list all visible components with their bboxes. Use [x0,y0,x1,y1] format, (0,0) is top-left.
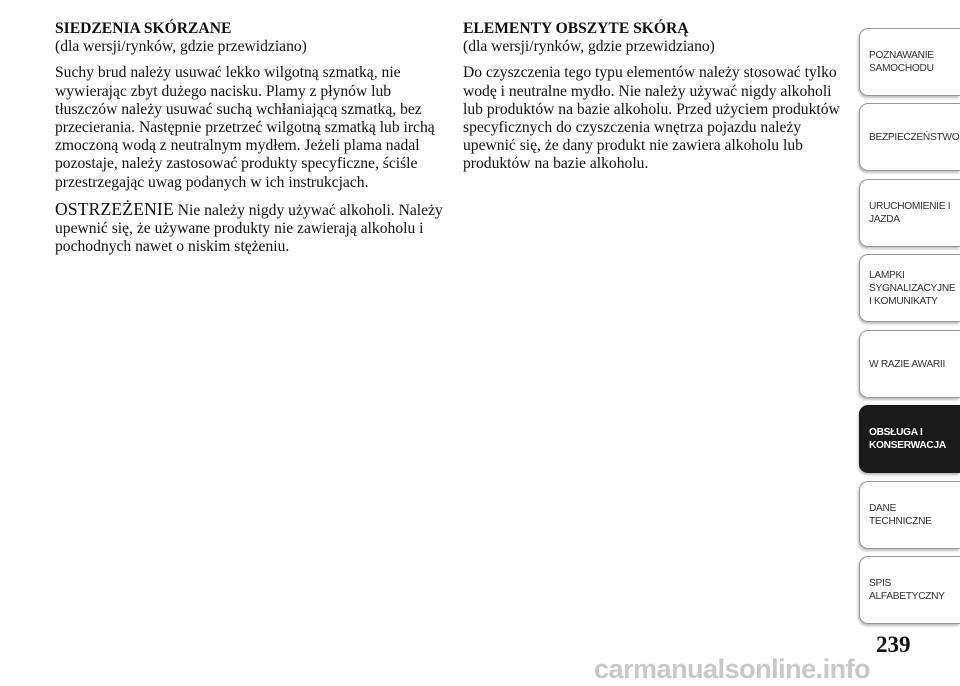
tab-label: SPIS ALFABETYCZNY [869,578,945,602]
body-paragraph: Suchy brud należy usuwać lekko wilgotną szmatką, nie wywierając zbyt dużego nacisku. Plamy z płynów lub tłuszczów należy usuwać suchą wchłaniającą szmatką, bez przecierania. Następnie przetrzeć wilgotną szmatką lub irchą zmoczoną wodą z neutralnym mydłem. Jeżeli plama nadal pozostaje, należy zastosować produkty specyficzne, ściśle przestrzegając uwag podanych w ich instrukcjach. [55,64,435,191]
tab-spis-alfabetyczny[interactable] [859,556,960,624]
tab-label: W RAZIE AWARII [869,358,945,370]
warning-label: OSTRZEŻENIE [55,198,174,219]
section-subheading: (dla wersji/rynków, gdzie przewidziano) [463,38,715,56]
tab-dane-techniczne[interactable] [859,481,960,549]
tab-label: URUCHOMIENIE I JAZDA [869,201,951,225]
tab-label: POZNAWANIE SAMOCHODU [869,50,934,74]
watermark: carmanualsonline.info [594,654,871,684]
tab-label: LAMPKI SYGNALIZACYJNE I KOMUNIKATY [869,269,956,307]
left-column [55,20,445,264]
section-subheading: (dla wersji/rynków, gdzie przewidziano) [55,38,307,56]
warning-paragraph [55,200,445,257]
section-heading-leather-elements: ELEMENTY OBSZYTE SKÓRĄ [463,20,689,37]
tab-label: OBSŁUGA I KONSERWACJA [869,427,946,451]
body-paragraph: Do czyszczenia tego typu elementów należy stosować tylko wodę i neutralne mydło. Nie należy używać nigdy alkoholi lub produktów na bazie alkoholu. Przed użyciem produktów specyficznych do czyszczenia wnętrza pojazdu należy upewnić się, że dany produkt nie zawiera alkoholu lub produktów na bazie alkoholu. [463,64,840,173]
tab-lampki-sygnalizacyjne[interactable] [859,254,960,322]
tab-uruchomienie-i-jazda[interactable] [859,179,960,247]
tab-label: DANE TECHNICZNE [869,503,932,527]
tab-poznawanie-samochodu[interactable] [859,28,960,96]
tab-w-razie-awarii[interactable] [859,330,960,398]
tab-obsluga-i-konserwacja[interactable] [859,405,960,473]
page-number: 239 [876,632,911,657]
section-heading-leather-seats: SIEDZENIA SKÓRZANE [55,20,232,37]
tab-bezpieczenstwo[interactable] [859,103,960,171]
tab-label: BEZPIECZEŃSTWO [869,131,960,143]
right-column [463,20,843,182]
warning-text: Nie należy nigdy używać alkoholi. Należy upewnić się, że używane produkty nie zawierają alkoholu i pochodnych nawet o niskim stężeniu. [55,201,443,256]
